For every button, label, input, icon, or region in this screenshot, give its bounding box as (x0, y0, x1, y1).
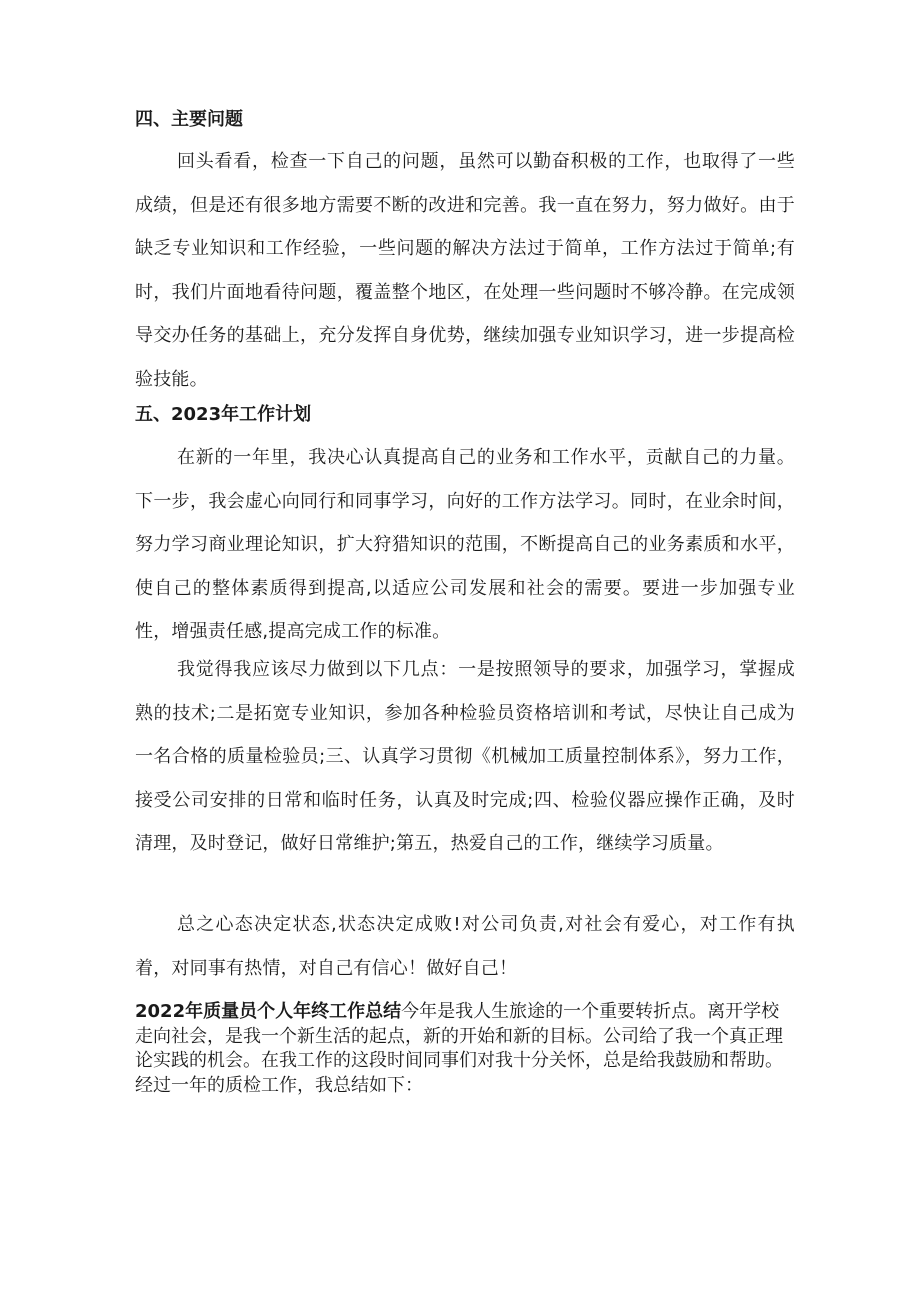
paragraph-work-plan-2: 我觉得我应该尽力做到以下几点：一是按照领导的要求，加强学习，掌握成熟的技术;二是拓宽专业知识，参加各种检验员资格培训和考试，尽快让自己成为一名合格的质量检验员;三、认真学习贯彻《机械加工质量控制体系》，努力工作，接受公司安排的日常和临时任务，认真及时完成;四、检验仪器应操作正确，及时清理，及时登记，做好日常维护;第五，热爱自己的工作，继续学习质量。 (135, 659, 795, 854)
next-article-title: 2022年质量员个人年终工作总结 (135, 1001, 402, 1022)
paragraph-work-plan-3: 总之心态决定状态,状态决定成败!对公司负责,对社会有爱心，对工作有执着，对同事有热情，对自己有信心！做好自己！ (135, 914, 795, 979)
next-article-summary (135, 1000, 795, 1098)
paragraph-main-problems: 回头看看，检查一下自己的问题，虽然可以勤奋积极的工作，也取得了一些成绩，但是还有很多地方需要不断的改进和完善。我一直在努力，努力做好。由于缺乏专业知识和工作经验，一些问题的解决方法过于简单，工作方法过于简单;有时，我们片面地看待问题，覆盖整个地区，在处理一些问题时不够冷静。在完成领导交办任务的基础上，充分发挥自身优势，继续加强专业知识学习，进一步提高检验技能。 (135, 151, 795, 390)
section-heading-main-problems: 四、主要问题 (135, 109, 243, 130)
next-article-intro: 今年是我人生旅途的一个重要转折点。离开学校走向社会，是我一个新生活的起点，新的开始和新的目标。公司给了我一个真正理论实践的机会。在我工作的这段时间同事们对我十分关怀，总是给我鼓励和帮助。经过一年的质检工作，我总结如下： (135, 1001, 783, 1096)
paragraph-work-plan-1: 在新的一年里，我决心认真提高自己的业务和工作水平，贡献自己的力量。下一步，我会虚心向同行和同事学习，向好的工作方法学习。同时，在业余时间，努力学习商业理论知识，扩大狩猎知识的范围，不断提高自己的业务素质和水平，使自己的整体素质得到提高,以适应公司发展和社会的需要。要进一步加强专业性，增强责任感,提高完成工作的标准。 (135, 447, 795, 642)
section-heading-work-plan: 五、2023年工作计划 (135, 404, 312, 425)
